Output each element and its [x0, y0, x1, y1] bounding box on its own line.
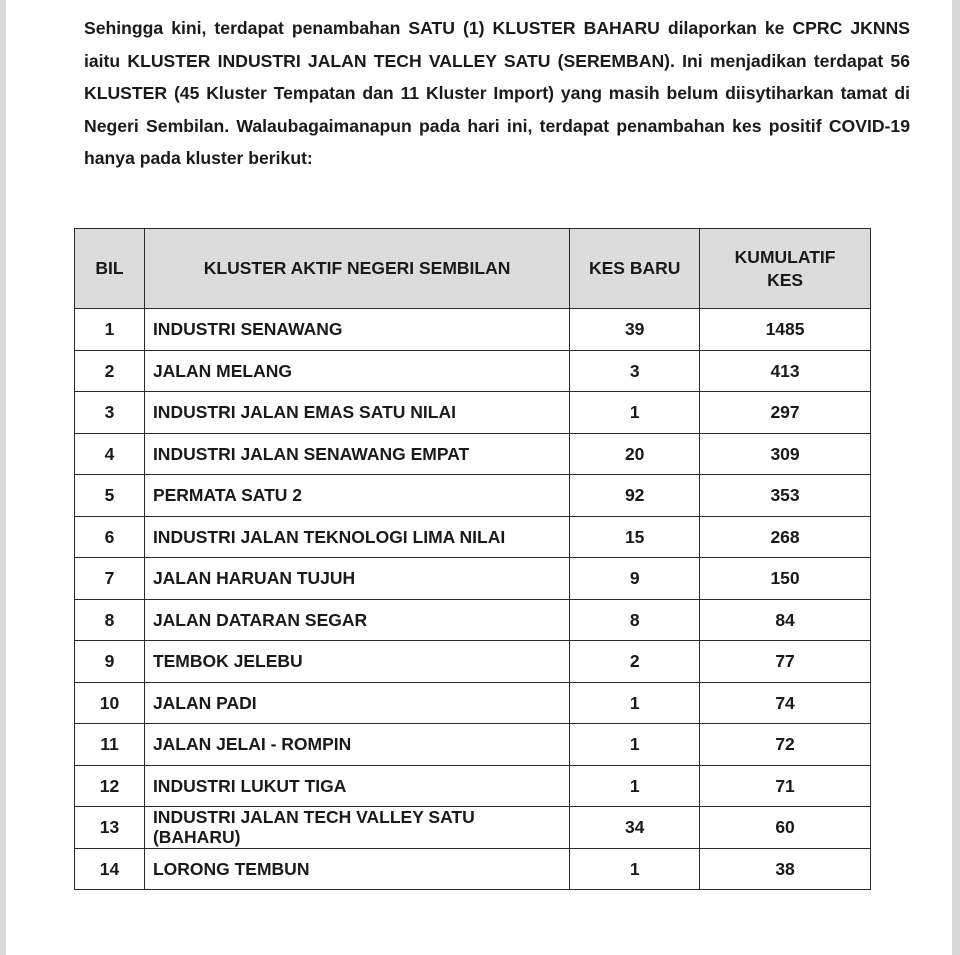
cell-bil: 5 [75, 475, 145, 517]
cell-cluster: INDUSTRI SENAWANG [144, 309, 569, 351]
cell-bil: 2 [75, 350, 145, 392]
cell-cumulative: 72 [700, 724, 871, 766]
cell-cluster: INDUSTRI JALAN TEKNOLOGI LIMA NILAI [144, 516, 569, 558]
cell-bil: 10 [75, 682, 145, 724]
cell-cumulative: 353 [700, 475, 871, 517]
cell-new-cases: 1 [570, 392, 700, 434]
cell-new-cases: 8 [570, 599, 700, 641]
cell-bil: 14 [75, 848, 145, 890]
table-row [75, 433, 871, 475]
cell-new-cases: 20 [570, 433, 700, 475]
cell-new-cases: 1 [570, 848, 700, 890]
header-cumulative-line2: KES [767, 269, 804, 290]
cell-cumulative: 268 [700, 516, 871, 558]
cell-cumulative: 309 [700, 433, 871, 475]
table-row [75, 724, 871, 766]
table-row [75, 350, 871, 392]
header-cluster: KLUSTER AKTIF NEGERI SEMBILAN [144, 229, 569, 309]
cell-bil: 9 [75, 641, 145, 683]
cell-cluster: LORONG TEMBUN [144, 848, 569, 890]
cell-new-cases: 92 [570, 475, 700, 517]
table-row [75, 807, 871, 849]
cell-cumulative: 150 [700, 558, 871, 600]
cell-new-cases: 39 [570, 309, 700, 351]
cell-new-cases: 9 [570, 558, 700, 600]
table-row [75, 558, 871, 600]
table-row [75, 641, 871, 683]
cell-bil: 8 [75, 599, 145, 641]
cell-cluster: INDUSTRI JALAN TECH VALLEY SATU (BAHARU) [144, 807, 569, 849]
cell-cumulative: 71 [700, 765, 871, 807]
cell-cluster: JALAN JELAI - ROMPIN [144, 724, 569, 766]
cell-bil: 6 [75, 516, 145, 558]
table-row [75, 848, 871, 890]
table-row [75, 599, 871, 641]
cell-cluster: INDUSTRI JALAN EMAS SATU NILAI [144, 392, 569, 434]
table-row [75, 765, 871, 807]
table-row [75, 516, 871, 558]
cell-cluster: JALAN DATARAN SEGAR [144, 599, 569, 641]
cell-cumulative: 297 [700, 392, 871, 434]
intro-paragraph: Sehingga kini, terdapat penambahan SATU (1) KLUSTER BAHARU dilaporkan ke CPRC JKNNS iaitu KLUSTER INDUSTRI JALAN TECH VALLEY SATU (SEREMBAN). Ini menjadikan terdapat 56 KLUSTER (45 Kluster Tempatan dan 11 Kluster Import) yang masih belum diisytiharkan tamat di Negeri Sembilan. Walaubagaimanapun pada hari ini, terdapat penambahan kes positif COVID-19 hanya pada kluster berikut: [84, 18, 910, 169]
table-row [75, 475, 871, 517]
cell-cluster: JALAN MELANG [144, 350, 569, 392]
cell-bil: 12 [75, 765, 145, 807]
header-new-cases: KES BARU [570, 229, 700, 309]
cell-new-cases: 1 [570, 724, 700, 766]
header-cumulative-line1: KUMULATIF [734, 246, 836, 267]
cell-cumulative: 413 [700, 350, 871, 392]
cell-bil: 4 [75, 433, 145, 475]
cell-cumulative: 1485 [700, 309, 871, 351]
table-row [75, 309, 871, 351]
header-bil: BIL [75, 229, 145, 309]
cell-cumulative: 84 [700, 599, 871, 641]
cell-bil: 3 [75, 392, 145, 434]
cell-cumulative: 38 [700, 848, 871, 890]
cell-new-cases: 1 [570, 765, 700, 807]
cluster-table [74, 228, 871, 890]
cell-cumulative: 77 [700, 641, 871, 683]
cell-bil: 1 [75, 309, 145, 351]
cell-cluster: JALAN PADI [144, 682, 569, 724]
cell-bil: 13 [75, 807, 145, 849]
cell-bil: 11 [75, 724, 145, 766]
header-cumulative [700, 229, 871, 309]
cell-cluster: PERMATA SATU 2 [144, 475, 569, 517]
table-row [75, 682, 871, 724]
cell-cluster: INDUSTRI JALAN SENAWANG EMPAT [144, 433, 569, 475]
cell-new-cases: 2 [570, 641, 700, 683]
cell-bil: 7 [75, 558, 145, 600]
cell-cumulative: 74 [700, 682, 871, 724]
table-header-row [75, 229, 871, 309]
cell-new-cases: 3 [570, 350, 700, 392]
cell-cluster: TEMBOK JELEBU [144, 641, 569, 683]
cell-cumulative: 60 [700, 807, 871, 849]
cell-cluster: INDUSTRI LUKUT TIGA [144, 765, 569, 807]
document-page [6, 0, 952, 955]
cell-new-cases: 1 [570, 682, 700, 724]
cell-new-cases: 34 [570, 807, 700, 849]
table-row [75, 392, 871, 434]
cell-new-cases: 15 [570, 516, 700, 558]
cell-cluster: JALAN HARUAN TUJUH [144, 558, 569, 600]
